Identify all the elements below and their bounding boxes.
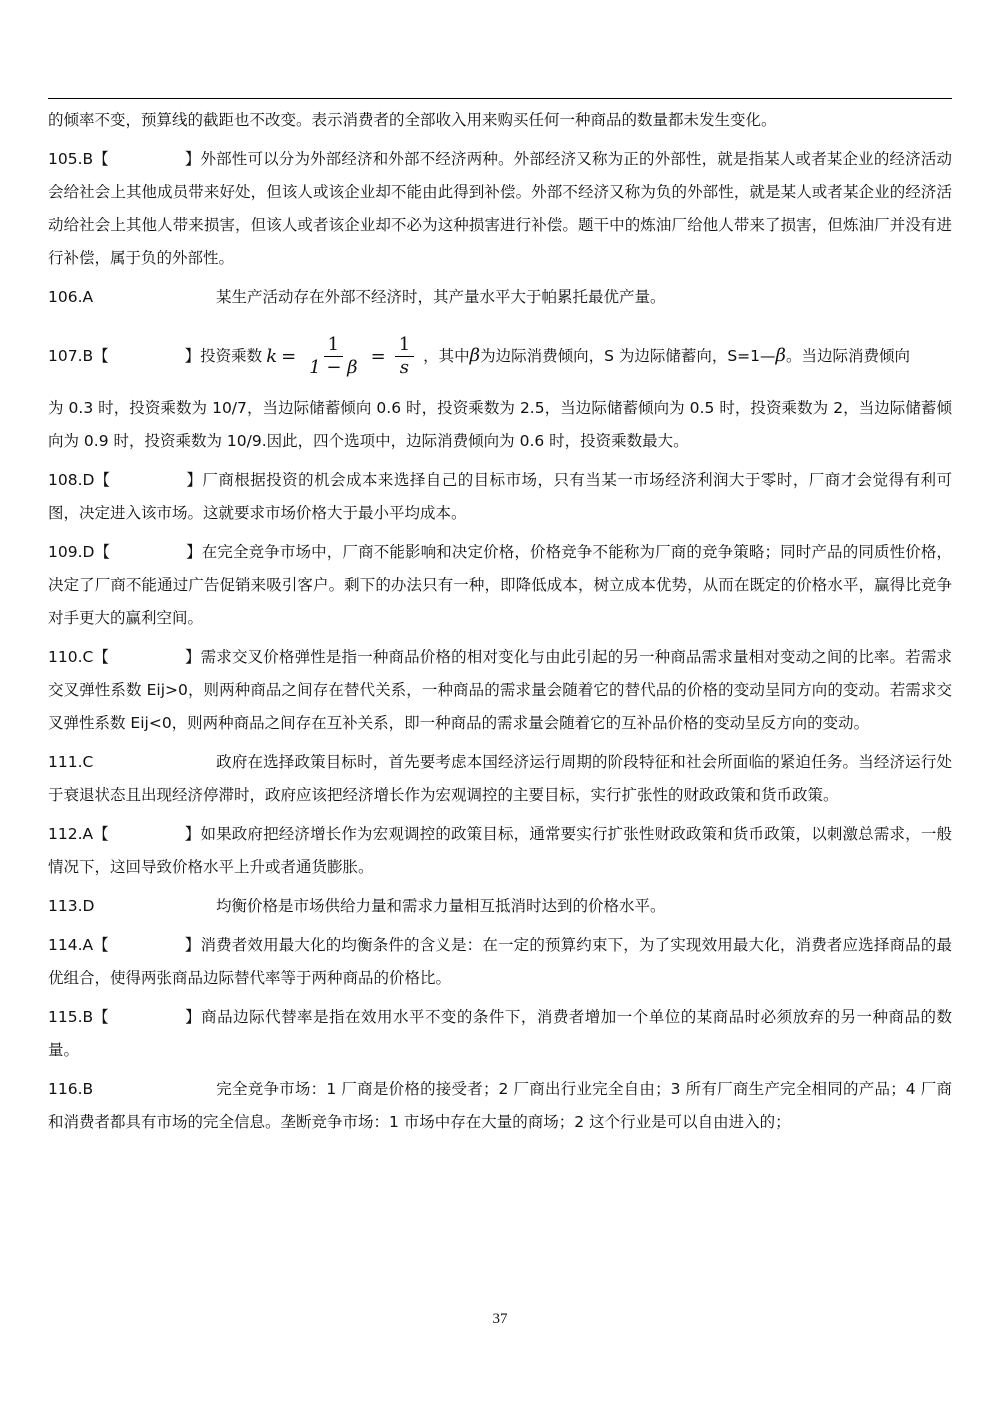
- answer-text: 需求交叉价格弹性是指一种商品价格的相对变化与由此引起的另一种商品需求量相对变动之间的比率。若需求交叉弹性系数 Eij>0，则两种商品之间存在替代关系，一种商品的需求量会随着它的替代品的价格的变动呈同方向的变动。若需求交叉弹性系数 Eij<0，则两种商品之间存在互补关系，即一种商品的需求量会随着它的互补品价格的变动呈反方向的变动。: [48, 648, 952, 732]
- answer-116: [48, 1073, 952, 1139]
- answer-107: 107.B【 】投资乘数 k = $\frac{1}{1 - \beta}$ = $\frac{1}{s}$ ，其中β为边际消费倾向，S 为边际储蓄向，S=1—β。当边际消费倾向: [48, 320, 952, 392]
- answer-107-continued: 为 0.3 时，投资乘数为 10/7，当边际储蓄倾向 0.6 时，投资乘数为 2.5，当边际储蓄倾向为 0.5 时，投资乘数为 2，当边际储蓄倾向为 0.9 时，投资乘数为 10/9.因此，四个选项中，边际消费倾向为 0.6 时，投资乘数最大。: [48, 399, 952, 450]
- beta-symbol: β: [775, 345, 786, 366]
- continuation-paragraph: 的倾率不变，预算线的截距也不改变。表示消费者的全部收入用来购买任何一种商品的数量都未发生变化。: [48, 111, 777, 129]
- answer-text: 某生产活动存在外部不经济时，其产量水平大于帕累托最优产量。: [216, 288, 666, 306]
- answer-number: 106.A: [48, 288, 94, 306]
- answer-105: [48, 143, 952, 275]
- answer-text: 政府在选择政策目标时，首先要考虑本国经济运行周期的阶段特征和社会所面临的紧迫任务。当经济运行处于衰退状态且出现经济停滞时，政府应该把经济增长作为宏观调控的主要目标，实行扩张性的财政政策和货币政策。: [48, 753, 952, 804]
- answer-number: 108.D【: [48, 471, 110, 489]
- answer-108: [48, 464, 952, 530]
- answer-number: 116.B: [48, 1080, 94, 1098]
- answer-106: [48, 281, 952, 314]
- answer-text: 商品边际代替率是指在效用水平不变的条件下，消费者增加一个单位的某商品时必须放弃的另一种商品的数量。: [48, 1008, 952, 1059]
- bracket-close: 】: [184, 648, 201, 666]
- answer-114: [48, 929, 952, 995]
- bracket-close: 】: [184, 1008, 202, 1026]
- answer-text: 厂商根据投资的机会成本来选择自己的目标市场，只有当某一市场经济利润大于零时，厂商才会觉得有利可图，决定进入该市场。这就要求市场价格大于最小平均成本。: [48, 471, 952, 522]
- answer-text: 在完全竞争市场中，厂商不能影响和决定价格，价格竞争不能称为厂商的竞争策略；同时产品的同质性价格，决定了厂商不能通过广告促销来吸引客户。剩下的办法只有一种，即降低成本，树立成本优势，从而在既定的价格水平，赢得比竞争对手更大的赢利空间。: [48, 543, 952, 627]
- answer-text: 均衡价格是市场供给力量和需求力量相互抵消时达到的价格水平。: [216, 897, 666, 915]
- beta-symbol: β: [469, 345, 481, 366]
- answer-113: [48, 890, 952, 923]
- answer-text: 投资乘数: [200, 347, 263, 365]
- answer-text: 如果政府把经济增长作为宏观调控的政策目标，通常要实行扩张性财政政策和货币政策，以刺激总需求，一般情况下，这回导致价格水平上升或者通货膨胀。: [48, 825, 952, 876]
- header-rule: [48, 98, 952, 99]
- answer-number: 113.D: [48, 897, 95, 915]
- bracket-close: 】: [184, 150, 201, 168]
- answer-110: [48, 641, 952, 740]
- answer-number: 105.B【: [48, 150, 109, 168]
- answer-112: [48, 818, 952, 884]
- answer-explanations: [48, 104, 952, 1145]
- bracket-close: 】: [184, 825, 201, 843]
- answer-number: 112.A【: [48, 825, 109, 843]
- answer-number: 110.C【: [48, 648, 109, 666]
- answer-text: 消费者效用最大化的均衡条件的含义是：在一定的预算约束下，为了实现效用最大化，消费者应选择商品的最优组合，使得两张商品边际替代率等于两种商品的价格比。: [48, 936, 952, 987]
- answer-text: 完全竞争市场：1 厂商是价格的接受者；2 厂商出行业完全自由；3 所有厂商生产完全相同的产品；4 厂商和消费者都具有市场的完全信息。垄断竞争市场：1 市场中存在大量的商场；2 这个行业是可以自由进入的；: [48, 1080, 952, 1131]
- answer-111: [48, 746, 952, 812]
- answer-number: 107.B【: [48, 347, 109, 365]
- multiplier-formula: k = $\frac{1}{1 - \beta}$ = $\frac{1}{s}$: [266, 321, 419, 393]
- fraction-2: $\frac{1}{s}$: [395, 334, 414, 379]
- answer-115: [48, 1001, 952, 1067]
- answer-109: [48, 536, 952, 635]
- bracket-close: 】: [184, 347, 201, 365]
- page-number: 37: [492, 1311, 508, 1327]
- bracket-close: 】: [185, 471, 203, 489]
- answer-text: 外部性可以分为外部经济和外部不经济两种。外部经济又称为正的外部性，就是指某人或者某企业的经济活动会给社会上其他成员带来好处，但该人或该企业却不能由此得到补偿。外部不经济又称为负的外部性，就是某人或者某企业的经济活动给社会上其他人带来损害，但该人或者该企业却不必为这种损害进行补偿。题干中的炼油厂给他人带来了损害，但炼油厂并没有进行补偿，属于负的外部性。: [48, 150, 952, 267]
- fraction-1: $\frac{1}{1 - \beta}$: [309, 334, 358, 378]
- answer-number: 109.D【: [48, 543, 110, 561]
- bracket-close: 】: [185, 543, 202, 561]
- answer-number: 114.A【: [48, 936, 109, 954]
- answer-number: 115.B【: [48, 1008, 109, 1026]
- answer-number: 111.C: [48, 753, 94, 771]
- bracket-close: 】: [184, 936, 201, 954]
